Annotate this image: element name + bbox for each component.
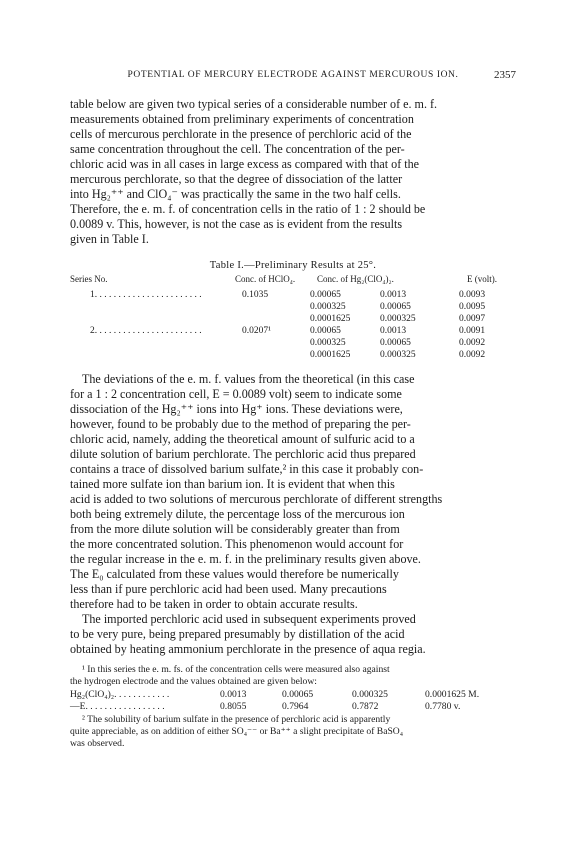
text-line: measurements obtained from preliminary experiments of concentration — [70, 112, 414, 126]
running-head-title: POTENTIAL OF MERCURY ELECTRODE AGAINST MERCUROUS ION. — [127, 70, 459, 80]
text-line: cells of mercurous perchlorate in the presence of perchloric acid of the — [70, 127, 412, 141]
running-head — [70, 70, 516, 80]
text-line: table below are given two typical series of a considerable number of e. m. f. — [70, 97, 438, 111]
text-line: dissociation of the Hg₂⁺⁺ ions into Hg⁺ ions. These deviations were, — [70, 402, 403, 416]
table-header-series: Series No. — [70, 274, 108, 284]
text-line: The E₀ calculated from these values would therefore be numerically — [70, 567, 399, 581]
footnote-line: the hydrogen electrode and the values obtained are given below: — [70, 676, 317, 687]
text-line: from the more dilute solution will be considerably greater than from — [70, 522, 400, 536]
footnote-line: quite appreciable, as on addition of either SO₄⁻⁻ or Ba⁺⁺ a slight precipitate of BaSO₄ — [70, 726, 404, 737]
footnote-data-row: —E. . . . . . . . . . . . . . . . . 0.8055 0.7964 0.7872 0.7780 v. — [70, 701, 461, 712]
text-line: into Hg₂⁺⁺ and ClO₄⁻ was practically the same in the two half cells. — [70, 187, 401, 201]
text-line: same concentration throughout the cell. The concentration of the per- — [70, 142, 405, 156]
table-header-e: E (volt). — [467, 274, 497, 284]
text-line: The imported perchloric acid used in subsequent experiments proved — [82, 612, 416, 626]
text-line: tained more sulfate ion than barium ion. It is evident that when this — [70, 477, 395, 491]
footnote-line: was observed. — [70, 738, 125, 749]
text-line: for a 1 : 2 concentration cell, E = 0.0089 volt) seem to indicate some — [70, 387, 402, 401]
text-line: the regular increase in the e. m. f. in the preliminary results given above. — [70, 552, 421, 566]
table-row: 0.0001625 0.000325 0.0092 — [310, 350, 486, 360]
table-row: 1. . . . . . . . . . . . . . . . . . . . . . . 0.1035 0.00065 0.0013 0.0093 — [90, 290, 486, 300]
text-line: mercurous perchlorate, so that the degree of dissociation of the latter — [70, 172, 403, 186]
text-line: acid is added to two solutions of mercurous perchlorate of different strengths — [70, 492, 443, 506]
text-line: less than if pure perchloric acid had been used. Many precautions — [70, 582, 387, 596]
page-number: 2357 — [494, 69, 516, 81]
text-line: therefore had to be taken in order to obtain accurate results. — [70, 597, 358, 611]
table-title: Table I.—Preliminary Results at 25°. — [209, 260, 377, 271]
table-header-hclo4: Conc. of HClO₄. — [235, 274, 296, 284]
text-line: Therefore, the e. m. f. of concentration cells in the ratio of 1 : 2 should be — [70, 202, 426, 216]
text-line: The deviations of the e. m. f. values from the theoretical (in this case — [82, 372, 415, 386]
footnote-line: ² The solubility of barium sulfate in the presence of perchloric acid is apparently — [82, 714, 391, 725]
text-line: both being extremely dilute, the percentage loss of the mercurous ion — [70, 507, 405, 521]
text-line: given in Table I. — [70, 232, 149, 246]
text-line: the more concentrated solution. This phenomenon would account for — [70, 537, 404, 551]
text-line: contains a trace of dissolved barium sulfate,² in this case it probably con- — [70, 462, 424, 476]
table-header-hg2clo4: Conc. of Hg₂(ClO₄)₂. — [317, 274, 394, 284]
table-row: 0.000325 0.00065 0.0095 — [310, 302, 486, 312]
text-line: 0.0089 v. This, however, is not the case as is evident from the results — [70, 217, 403, 231]
text-line: chloric acid was in all cases in large excess as compared with that of the — [70, 157, 420, 171]
text-line: chloric acid, namely, adding the theoretical amount of sulfuric acid to a — [70, 432, 415, 446]
text-line: however, found to be probably due to the method of preparing the per- — [70, 417, 411, 431]
text-line: obtained by heating ammonium perchlorate in the presence of aqua regia. — [70, 642, 426, 656]
text-line: dilute solution of barium perchlorate. The perchloric acid thus prepared — [70, 447, 416, 461]
footnote-data-row: Hg₂(ClO₄)₂. . . . . . . . . . . . 0.0013 0.00065 0.000325 0.0001625 M. — [70, 689, 480, 700]
text-line: to be very pure, being prepared presumably by distillation of the acid — [70, 627, 405, 641]
table-row: 0.0001625 0.000325 0.0097 — [310, 314, 486, 324]
table-row: 2. . . . . . . . . . . . . . . . . . . . . . . 0.0207¹ 0.00065 0.0013 0.0091 — [90, 326, 486, 336]
footnote-line: ¹ In this series the e. m. fs. of the concentration cells were measured also against — [82, 664, 390, 675]
table-row: 0.000325 0.00065 0.0092 — [310, 338, 486, 348]
